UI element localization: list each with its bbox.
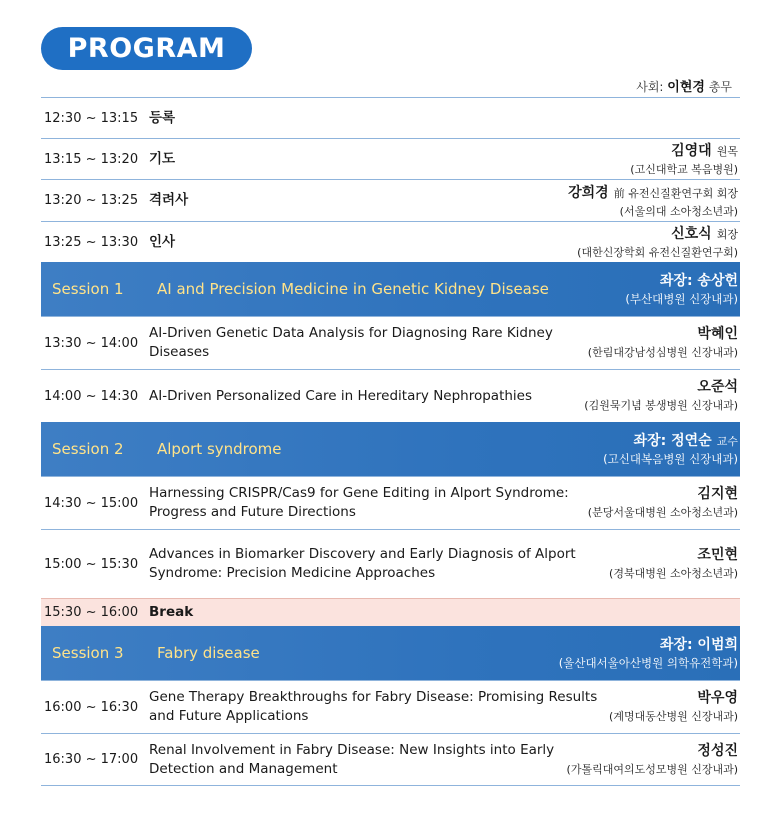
row-time: 13:20 ~ 13:25 <box>44 193 139 208</box>
program-row <box>41 733 740 786</box>
session-header <box>41 422 740 476</box>
session-header <box>41 626 740 680</box>
chair <box>625 270 740 308</box>
speaker-affiliation: (고신대학교 복음병원) <box>630 163 738 176</box>
row-time: 14:30 ~ 15:00 <box>44 495 139 511</box>
row-title: 인사 <box>149 233 176 250</box>
speaker <box>577 223 740 261</box>
program-table <box>41 97 740 786</box>
speaker-name: 박우영 <box>697 690 738 706</box>
row-time: 14:00 ~ 14:30 <box>44 388 139 404</box>
moderator <box>636 76 732 95</box>
session-title: Fabry disease <box>157 644 260 662</box>
row-title: Gene Therapy Breakthroughs for Fabry Disease: Promising Results and Future Applications <box>149 689 598 724</box>
program-row <box>41 369 740 422</box>
session-number: Session 3 <box>52 644 124 662</box>
chair-affiliation: (부산대병원 신장내과) <box>625 292 738 306</box>
program-row <box>41 221 740 262</box>
row-time: 13:30 ~ 14:00 <box>44 335 139 351</box>
program-row <box>41 476 740 529</box>
program-row <box>41 529 740 598</box>
session-number: Session 2 <box>52 440 124 458</box>
speaker <box>584 378 740 414</box>
chair-name: 좌장: 이범희 <box>659 637 738 653</box>
break-row <box>41 598 740 626</box>
speaker-role: 前 유전신질환연구회 회장 <box>613 186 738 200</box>
speaker-name: 오준석 <box>697 379 738 395</box>
speaker-affiliation: (대한신장학회 유전신질환연구회) <box>577 246 738 259</box>
row-time: 16:00 ~ 16:30 <box>44 699 139 715</box>
chair <box>603 430 740 468</box>
row-title: 기도 <box>149 150 176 167</box>
row-title: 등록 <box>149 109 176 126</box>
row-time: 16:30 ~ 17:00 <box>44 752 139 767</box>
speaker <box>568 182 740 220</box>
moderator-name: 이현경 <box>667 80 705 95</box>
row-title: 격려사 <box>149 192 189 208</box>
page-title: PROGRAM <box>41 27 252 70</box>
chair <box>559 634 740 672</box>
session-number: Session 1 <box>52 280 124 298</box>
row-title: AI-Driven Genetic Data Analysis for Diagnosing Rare Kidney Diseases <box>149 325 553 360</box>
speaker <box>567 742 740 778</box>
speaker <box>609 689 740 725</box>
speaker <box>630 140 740 178</box>
program-row <box>41 680 740 733</box>
moderator-role: 총무 <box>708 80 732 94</box>
speaker-affiliation: (경북대병원 소아청소년과) <box>609 567 738 580</box>
row-time: 12:30 ~ 13:15 <box>44 110 139 126</box>
speaker <box>588 485 740 521</box>
program-row <box>41 179 740 221</box>
speaker-role: 회장 <box>716 228 738 241</box>
speaker-name: 강희경 <box>568 184 609 201</box>
chair-affiliation: (고신대복음병원 신장내과) <box>603 452 738 466</box>
row-time: 13:15 ~ 13:20 <box>44 151 139 167</box>
row-time: 15:00 ~ 15:30 <box>44 556 139 572</box>
chair-affiliation: (울산대서울아산병원 의학유전학과) <box>558 656 738 670</box>
row-time: 15:30 ~ 16:00 <box>44 605 139 620</box>
chair-name: 좌장: 정연순 <box>633 433 712 449</box>
row-time: 13:25 ~ 13:30 <box>44 234 139 250</box>
chair-name: 좌장: 송상헌 <box>659 273 738 289</box>
session-title: AI and Precision Medicine in Genetic Kidney Disease <box>157 280 549 298</box>
speaker-name: 신호식 <box>671 226 712 242</box>
row-title: AI-Driven Personalized Care in Hereditary Nephropathies <box>149 387 533 404</box>
row-title: Advances in Biomarker Discovery and Early Diagnosis of Alport Syndrome: Precision Medicine Approaches <box>149 546 576 581</box>
speaker-name: 김지현 <box>697 486 738 502</box>
speaker <box>588 325 740 361</box>
program-row <box>41 138 740 179</box>
moderator-label: 사회: <box>636 80 664 94</box>
session-title: Alport syndrome <box>157 440 282 458</box>
speaker-name: 김영대 <box>671 143 712 159</box>
speaker-role: 원목 <box>716 145 738 158</box>
row-title: Break <box>149 604 194 620</box>
speaker <box>609 546 740 582</box>
speaker-affiliation: (한림대강남성심병원 신장내과) <box>587 346 738 359</box>
session-header <box>41 262 740 316</box>
speaker-affiliation: (김원묵기념 봉생병원 신장내과) <box>584 399 738 412</box>
speaker-name: 조민현 <box>697 547 738 563</box>
program-row <box>41 316 740 369</box>
row-title: Harnessing CRISPR/Cas9 for Gene Editing in Alport Syndrome: Progress and Future Directions <box>149 485 569 520</box>
program-row <box>41 97 740 138</box>
speaker-affiliation: (서울의대 소아청소년과) <box>619 204 738 218</box>
chair-role: 교수 <box>716 435 738 448</box>
speaker-affiliation: (계명대동산병원 신장내과) <box>609 710 738 723</box>
speaker-affiliation: (분당서울대병원 소아청소년과) <box>587 506 738 519</box>
speaker-name: 정성진 <box>697 742 738 759</box>
speaker-name: 박혜인 <box>697 326 738 342</box>
row-title: Renal Involvement in Fabry Disease: New Insights into Early Detection and Management <box>149 741 555 777</box>
speaker-affiliation: (가톨릭대여의도성모병원 신장내과) <box>566 762 738 776</box>
